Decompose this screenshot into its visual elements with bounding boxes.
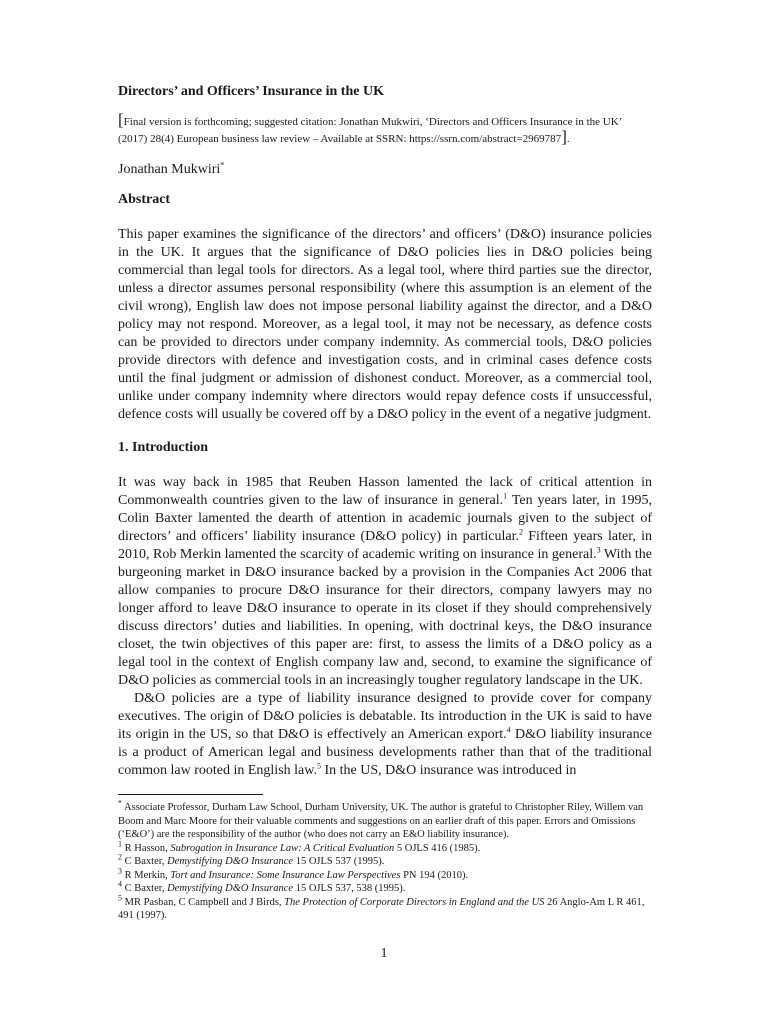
footnote-text: 26 Anglo-Am L R 461, 491 (1997).: [118, 896, 645, 921]
citation-end: .: [566, 133, 570, 145]
intro-p1-s2: Ten years later, in 1995, Colin Baxter lamented the dearth of attention in academic journals given to the subject of directors’ and officers’ liability insurance (D&O policy) in particular.: [118, 493, 652, 544]
introduction-heading: 1. Introduction: [118, 440, 208, 455]
footnote-text: 5 OJLS 416 (1985).: [394, 842, 481, 854]
intro-p2-s3: In the US, D&O insurance was introduced in: [320, 763, 577, 778]
footnote-mark: 4: [118, 879, 122, 889]
citation-text: Final version is forthcoming; suggested citation: Jonathan Mukwiri, ‘Directors and Officers Insurance in the UK’ (2017) 28(4) European business law review – Available at SSRN: https://ssrn.com/abstract=2969787: [118, 116, 622, 145]
footnote-title: Demystifying D&O Insurance: [167, 883, 294, 894]
paper-page: [118, 84, 652, 923]
footnote-author: [118, 798, 652, 842]
footnote-title: Tort and Insurance: Some Insurance Law Perspectives: [170, 869, 401, 881]
footnote-5: [118, 893, 652, 923]
intro-p1-s4: With the burgeoning market in D&O insurance backed by a provision in the Companies Act 2006 that allow companies to procure D&O insurance for their directors, company lawyers may no longer afford to leave D&O insurance to operate in its closet if they should comprehensively discuss directors’ duties and liabilities. In opening, with doctrinal keys, the D&O insurance closet, the twin objectives of this paper are: first, to assess the limits of a D&O policy as a legal tool in the context of English company law and, second, to examine the significance of D&O policies as commercial tools in an increasingly tougher regulatory landscape in the UK.: [118, 547, 652, 688]
footnote-text: C Baxter,: [124, 883, 168, 894]
footnote-text: MR Pasban, C Campbell and J Birds,: [124, 896, 285, 908]
footnote-text: R Hasson,: [124, 842, 171, 854]
abstract-text: This paper examines the significance of the directors’ and officers’ (D&O) insurance policies in the UK. It argues that the significance of D&O policies lies in D&O policies being commercial than legal tools for directors. As a legal tool, where third parties sue the director, unless a director assumes personal responsibility (where this assumption is an element of the civil wrong), English law does not impose personal liability against the director, and a D&O policy may not respond. Moreover, as a legal tool, it may not be necessary, as defence costs can be provided to directors under company indemnity. As commercial tools, D&O policies provide directors with defence and investigation costs, and in criminal cases defence costs until the final judgment or admission of dishonest conduct. Moreover, as a commercial tool, unlike under company indemnity where directors would repay defence costs if unsuccessful, defence costs will usually be covered off by a D&O policy in the event of a negative judgment.: [118, 227, 652, 422]
footnote-ref-3: 3: [596, 545, 601, 555]
footnote-text: 15 OJLS 537, 538 (1995).: [293, 883, 406, 894]
footnote-mark: 5: [118, 893, 122, 902]
abstract-heading: Abstract: [118, 192, 171, 207]
footnote-ref-4: 4: [506, 725, 511, 735]
footnote-title: The Protection of Corporate Directors in England and the US: [284, 896, 545, 908]
footnote-title: Subrogation in Insurance Law: A Critical Evaluation: [170, 842, 395, 854]
intro-p1-s3: Fifteen years later, in 2010, Rob Merkin lamented the scarcity of academic writing on insurance in general.: [118, 529, 652, 562]
author-line: [118, 162, 652, 178]
page-number: 1: [380, 946, 388, 961]
footnote-text: 15 OJLS 537 (1995).: [293, 856, 385, 867]
citation-open-bracket: [: [118, 110, 124, 129]
intro-paragraph-1: [118, 474, 652, 690]
citation-close-bracket: ]: [561, 127, 567, 146]
footnote-ref-2: 2: [519, 527, 523, 537]
intro-p2-s2: D&O liability insurance is a product of American legal and business developments rather than that of the traditional common law rooted in English law.: [118, 727, 652, 778]
intro-paragraph-2: [118, 690, 652, 780]
footnote-text: C Baxter,: [124, 856, 168, 867]
footnote-4: [118, 879, 652, 896]
footnote-mark: 3: [118, 866, 122, 875]
footnote-3: [118, 866, 652, 883]
author-footnote-mark: *: [220, 160, 225, 170]
footnote-title: Demystifying D&O Insurance: [167, 856, 294, 867]
citation-note: [118, 110, 652, 148]
footnote-text: Associate Professor, Durham Law School, Durham University, UK. The author is grateful to Christopher Riley, Willem van Boom and Marc Moore for their valuable comments and suggestions on an earlier draft of this paper. Errors and Omissions (‘E&O’) are the responsibility of the author (who does not carry an E&O liability insurance).: [118, 802, 644, 840]
footnote-mark: *: [118, 798, 122, 808]
footnote-separator: [118, 794, 263, 795]
paper-title: Directors’ and Officers’ Insurance in the UK: [118, 84, 384, 99]
author-name: Jonathan Mukwiri: [118, 162, 221, 177]
footnote-2: [118, 852, 652, 869]
intro-p1-s1: It was way back in 1985 that Reuben Hasson lamented the lack of critical attention in Commonwealth countries given to the law of insurance in general.: [118, 475, 652, 508]
footnote-ref-1: 1: [503, 491, 508, 501]
footnote-mark: 1: [118, 839, 122, 848]
intro-p2-s1: D&O policies are a type of liability insurance designed to provide cover for company executives. The origin of D&O policies is debatable. Its introduction in the UK is said to have its origin in the US, so that D&O is effectively an American export.: [118, 691, 652, 742]
footnote-text: R Merkin,: [124, 869, 171, 881]
footnote-mark: 2: [118, 852, 122, 862]
footnote-text: PN 194 (2010).: [400, 869, 469, 881]
footnote-1: [118, 839, 652, 856]
footnote-ref-5: 5: [316, 761, 321, 771]
footnotes: [118, 798, 652, 923]
